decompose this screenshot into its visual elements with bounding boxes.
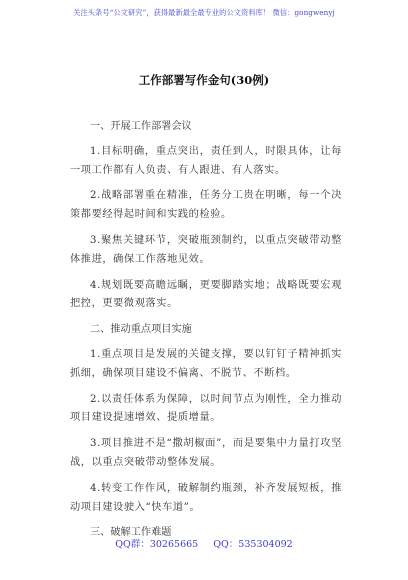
document-body: [70, 118, 342, 549]
section-heading-3: 三、破解工作难题: [90, 527, 172, 539]
paragraph: 3.聚焦关键环节，突破瓶颈制约，以重点突破带动整体推进，确保工作落地见效。: [70, 234, 342, 265]
paragraph: 1.重点项目是发展的关键支撑，要以钉钉子精神抓实抓细，确保项目建设不偏离、不脱节、不断档。: [70, 348, 342, 379]
footer-qq: QQ：535304092: [213, 539, 293, 550]
paragraph: 4.转变工作作风，破解制约瓶颈，补齐发展短板，推动项目建设驶入“快车道”。: [70, 482, 342, 513]
paragraph: 2.以责任体系为保障，以时间节点为刚性，全力推动项目建设提速增效、提质增量。: [70, 393, 342, 424]
paragraph: 1.目标明确，重点突出，责任到人，时限具体，让每一项工作都有人负责、有人跟进、有人落实。: [70, 145, 342, 176]
section-heading-1: 一、开展工作部署会议: [90, 121, 192, 132]
footer-contact: [0, 536, 408, 550]
document-title: 工作部署写作金句(30例): [138, 73, 270, 87]
footer-qq-group: QQ群：30265665: [115, 539, 199, 550]
header-notice: 关注头条号“公文研究”，获得最新最全最专业的公文资料库！ 微信：gongwenyj: [73, 8, 335, 17]
paragraph: 4.规划既要高瞻远瞩，更要脚踏实地；战略既要宏观把控，更要微观落实。: [70, 279, 342, 310]
paragraph: 2.战略部署重在精准，任务分工贵在明晰，每一个决策都要经得起时间和实践的检验。: [70, 190, 342, 221]
section-heading-2: 二、推动重点项目实施: [90, 324, 192, 336]
paragraph: 3.项目推进不是“撒胡椒面”，而是要集中力量打攻坚战，以重点突破带动整体发展。: [70, 438, 342, 468]
